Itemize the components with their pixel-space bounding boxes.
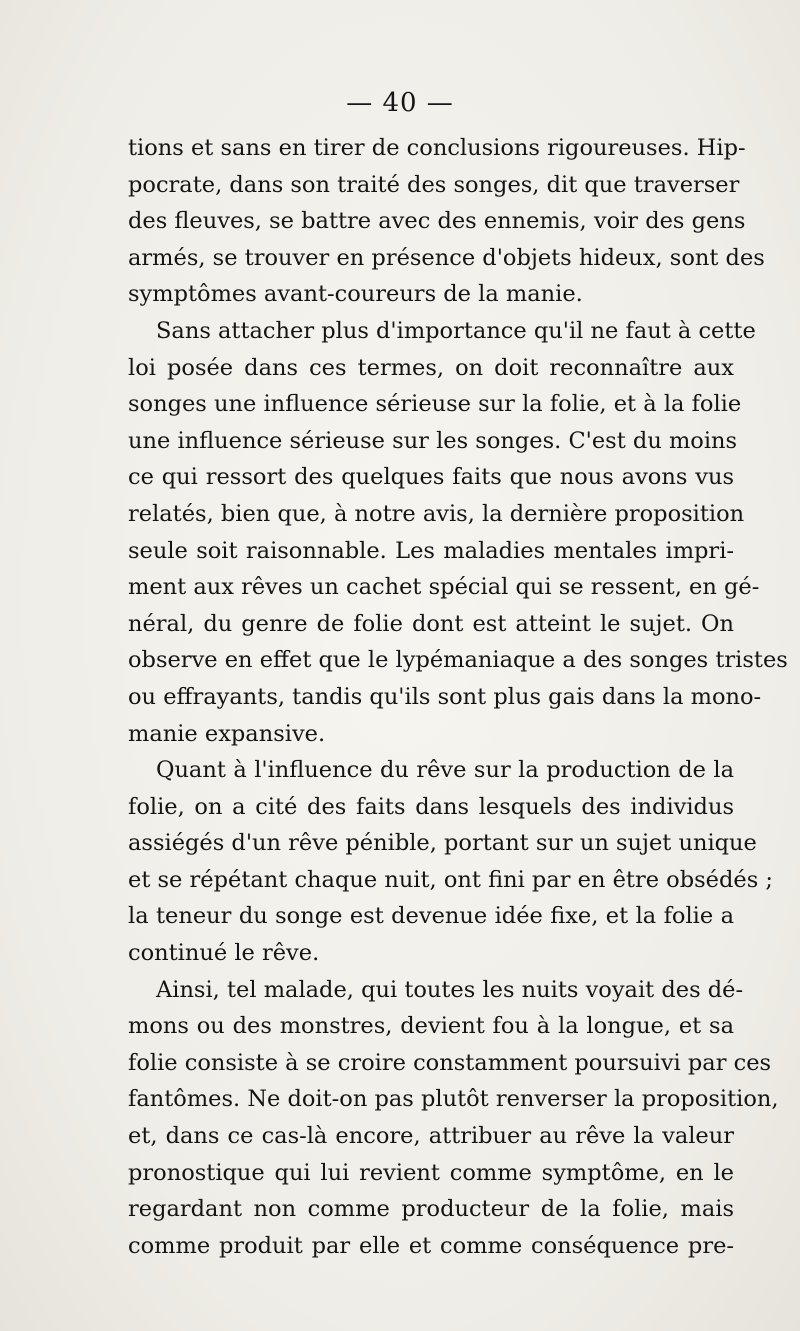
text-line: observe en effet que le lypémaniaque a des songes tristes: [128, 647, 788, 674]
text-line: continué le rêve.: [128, 940, 320, 967]
text-line: symptômes avant-coureurs de la manie.: [128, 281, 583, 308]
text-line: manie expansive.: [128, 720, 326, 747]
paragraph-start-line: Ainsi, tel malade, qui toutes les nuits voyait des dé-: [156, 976, 744, 1003]
text-line: et se répétant chaque nuit, ont fini par en être obsédés ;: [128, 866, 773, 893]
text-line: regardant non comme producteur de la folie, mais: [128, 1196, 734, 1223]
text-line: ou effrayants, tandis qu'ils sont plus gais dans la mono-: [128, 683, 762, 710]
text-line: seule soit raisonnable. Les maladies mentales impri-: [128, 537, 734, 564]
text-line: armés, se trouver en présence d'objets hideux, sont des: [128, 244, 765, 271]
text-line: songes une influence sérieuse sur la folie, et à la folie: [128, 391, 742, 418]
text-line: néral, du genre de folie dont est atteint le sujet. On: [128, 610, 734, 637]
text-line: fantômes. Ne doit-on pas plutôt renverser la proposition,: [128, 1086, 779, 1113]
text-line: assiégés d'un rêve pénible, portant sur un sujet unique: [128, 830, 757, 857]
page-number: — 40 —: [346, 88, 454, 118]
text-line: et, dans ce cas-là encore, attribuer au rêve la valeur: [128, 1123, 734, 1150]
text-line: folie consiste à se croire constamment poursuivi par ces: [128, 1049, 772, 1076]
text-line: relatés, bien que, à notre avis, la dernière proposition: [128, 500, 745, 527]
body-text: [128, 130, 788, 1264]
text-line: mons ou des monstres, devient fou à la longue, et sa: [128, 1013, 734, 1040]
text-line: tions et sans en tirer de conclusions rigoureuses. Hip-: [128, 135, 746, 161]
text-line: une influence sérieuse sur les songes. C'est du moins: [128, 427, 738, 454]
paragraph-start-line: Quant à l'influence du rêve sur la production de la: [156, 757, 734, 784]
paragraph-start-line: Sans attacher plus d'importance qu'il ne faut à cette: [156, 317, 756, 344]
text-line: la teneur du songe est devenue idée fixe, et la folie a: [128, 903, 734, 930]
text-line: loi posée dans ces termes, on doit reconnaître aux: [128, 354, 734, 381]
text-line: pocrate, dans son traité des songes, dit que traverser: [128, 171, 740, 198]
text-line: pronostique qui lui revient comme symptôme, en le: [128, 1159, 734, 1186]
text-line: ce qui ressort des quelques faits que nous avons vus: [128, 464, 734, 491]
text-line: comme produit par elle et comme conséquence pre-: [128, 1232, 734, 1259]
text-line: ment aux rêves un cachet spécial qui se ressent, en gé-: [128, 574, 760, 601]
text-line: des fleuves, se battre avec des ennemis, voir des gens: [128, 208, 746, 235]
text-line: folie, on a cité des faits dans lesquels des individus: [128, 793, 734, 820]
